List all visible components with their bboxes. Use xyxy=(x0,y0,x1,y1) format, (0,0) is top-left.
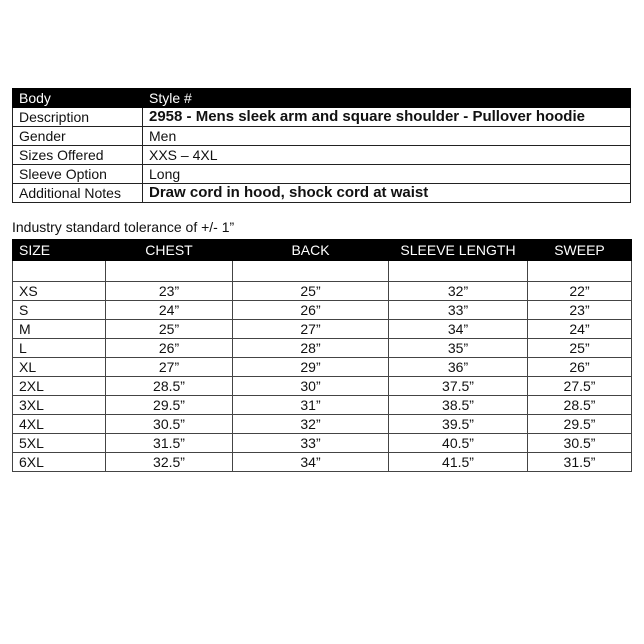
spec-row xyxy=(13,165,631,184)
blank-cell xyxy=(106,261,233,282)
spec-value: Long xyxy=(143,165,631,184)
back-cell: 32” xyxy=(233,415,389,434)
size-chart-table xyxy=(12,239,632,472)
spec-table xyxy=(12,88,631,203)
size-chart-body xyxy=(13,261,632,472)
blank-cell xyxy=(528,261,632,282)
size-row xyxy=(13,434,632,453)
chest-column-header: CHEST xyxy=(106,240,233,261)
size-cell: 3XL xyxy=(13,396,106,415)
spec-value: 2958 - Mens sleek arm and square shoulder - Pullover hoodie xyxy=(143,108,631,127)
chest-cell: 28.5” xyxy=(106,377,233,396)
spec-header-value: Style # xyxy=(143,89,631,108)
back-cell: 29” xyxy=(233,358,389,377)
sleeve-length-cell: 38.5” xyxy=(389,396,528,415)
chest-cell: 23” xyxy=(106,282,233,301)
sleeve-length-cell: 37.5” xyxy=(389,377,528,396)
blank-cell xyxy=(389,261,528,282)
size-cell: XL xyxy=(13,358,106,377)
sweep-column-header: SWEEP xyxy=(528,240,632,261)
spec-value: Draw cord in hood, shock cord at waist xyxy=(143,184,631,203)
back-cell: 27” xyxy=(233,320,389,339)
spec-label: Gender xyxy=(13,127,143,146)
back-cell: 31” xyxy=(233,396,389,415)
back-cell: 33” xyxy=(233,434,389,453)
chest-cell: 27” xyxy=(106,358,233,377)
chest-cell: 32.5” xyxy=(106,453,233,472)
size-cell: L xyxy=(13,339,106,358)
blank-row xyxy=(13,261,632,282)
spec-row xyxy=(13,146,631,165)
blank-cell xyxy=(233,261,389,282)
chest-cell: 29.5” xyxy=(106,396,233,415)
size-cell: XS xyxy=(13,282,106,301)
sweep-cell: 30.5” xyxy=(528,434,632,453)
back-cell: 25” xyxy=(233,282,389,301)
sleeve-length-cell: 34” xyxy=(389,320,528,339)
spec-value: Men xyxy=(143,127,631,146)
back-cell: 34” xyxy=(233,453,389,472)
chest-cell: 31.5” xyxy=(106,434,233,453)
back-cell: 30” xyxy=(233,377,389,396)
sleeve-length-column-header: SLEEVE LENGTH xyxy=(389,240,528,261)
sweep-cell: 28.5” xyxy=(528,396,632,415)
spec-label: Sizes Offered xyxy=(13,146,143,165)
sweep-cell: 31.5” xyxy=(528,453,632,472)
spec-value: XXS – 4XL xyxy=(143,146,631,165)
tolerance-note: Industry standard tolerance of +/- 1” xyxy=(12,219,235,235)
size-row xyxy=(13,453,632,472)
spec-label: Description xyxy=(13,108,143,127)
chest-cell: 24” xyxy=(106,301,233,320)
sweep-cell: 26” xyxy=(528,358,632,377)
chest-cell: 25” xyxy=(106,320,233,339)
spec-label: Additional Notes xyxy=(13,184,143,203)
sleeve-length-cell: 39.5” xyxy=(389,415,528,434)
blank-cell xyxy=(13,261,106,282)
sleeve-length-cell: 33” xyxy=(389,301,528,320)
spec-row xyxy=(13,127,631,146)
size-row xyxy=(13,301,632,320)
back-column-header: BACK xyxy=(233,240,389,261)
back-cell: 26” xyxy=(233,301,389,320)
size-row xyxy=(13,415,632,434)
sleeve-length-cell: 41.5” xyxy=(389,453,528,472)
sweep-cell: 25” xyxy=(528,339,632,358)
size-row xyxy=(13,320,632,339)
spec-label: Sleeve Option xyxy=(13,165,143,184)
sleeve-length-cell: 36” xyxy=(389,358,528,377)
size-chart-header-row xyxy=(13,240,632,261)
size-cell: 6XL xyxy=(13,453,106,472)
spec-row xyxy=(13,184,631,203)
spec-table-body xyxy=(13,89,631,203)
size-row xyxy=(13,396,632,415)
spec-row xyxy=(13,108,631,127)
size-cell: M xyxy=(13,320,106,339)
chest-cell: 30.5” xyxy=(106,415,233,434)
size-row xyxy=(13,282,632,301)
sleeve-length-cell: 40.5” xyxy=(389,434,528,453)
spec-header-row xyxy=(13,89,631,108)
sweep-cell: 29.5” xyxy=(528,415,632,434)
size-row xyxy=(13,377,632,396)
spec-header-label: Body xyxy=(13,89,143,108)
sleeve-length-cell: 32” xyxy=(389,282,528,301)
sleeve-length-cell: 35” xyxy=(389,339,528,358)
sweep-cell: 27.5” xyxy=(528,377,632,396)
size-row xyxy=(13,339,632,358)
chest-cell: 26” xyxy=(106,339,233,358)
size-cell: 4XL xyxy=(13,415,106,434)
sweep-cell: 22” xyxy=(528,282,632,301)
sweep-cell: 23” xyxy=(528,301,632,320)
size-cell: 5XL xyxy=(13,434,106,453)
size-cell: S xyxy=(13,301,106,320)
size-column-header: SIZE xyxy=(13,240,106,261)
size-cell: 2XL xyxy=(13,377,106,396)
sweep-cell: 24” xyxy=(528,320,632,339)
back-cell: 28” xyxy=(233,339,389,358)
size-row xyxy=(13,358,632,377)
